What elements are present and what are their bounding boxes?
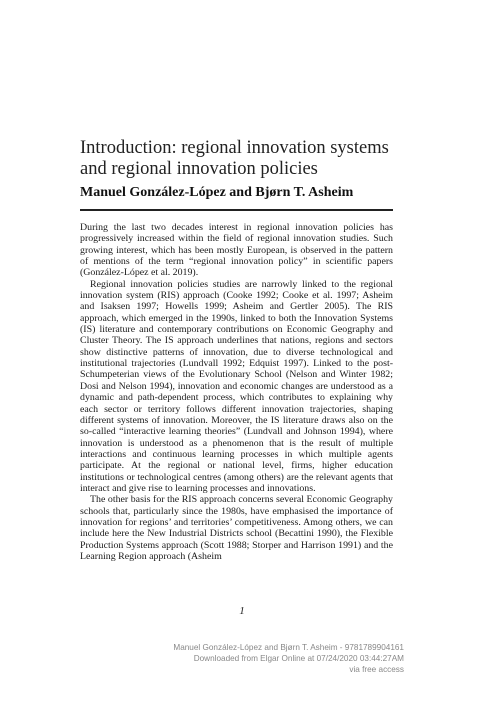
chapter-body [80, 222, 393, 562]
page-number: 1 [239, 605, 245, 617]
body-paragraph: During the last two decades interest in regional innovation policies has progressively increased within the field of regional innovation studies. Such growing interest, which has been mostly European, is observed in the pattern of mentions of the term “regional innovation policy” in scientific papers (González-López et al. 2019). [80, 222, 393, 279]
download-footer [104, 642, 404, 675]
chapter-title: Introduction: regional innovation systems and regional innovation policies [80, 138, 389, 179]
footer-citation: Manuel González-López and Bjørn T. Asheim - 9781789904161 [173, 643, 404, 652]
title-rule [80, 209, 393, 211]
footer-access-note: via free access [349, 665, 404, 674]
chapter-authors: Manuel González-López and Bjørn T. Asheim [80, 185, 354, 200]
body-paragraph: Regional innovation policies studies are narrowly linked to the regional innovation system (RIS) approach (Cooke 1992; Cooke et al. 1997; Asheim and Isaksen 1997; Howells 1999; Asheim and Gertler 2005). The RIS approach, which emerged in the 1990s, linked to both the Innovation Systems (IS) literature and contemporary contributions on Economic Geography and Cluster Theory. The IS approach underlines that nations, regions and sectors show distinctive patterns of innovation, due to diverse technological and institutional trajectories (Lundvall 1992; Edquist 1997). Linked to the post-Schumpeterian views of the Evolutionary School (Nelson and Winter 1982; Dosi and Nelson 1994), innovation and economic changes are understood as a dynamic and path-dependent process, which contributes to explaining why each sector or territory follows different innovation trajectories, shaping different systems of innovation. Moreover, the IS literature draws also on the so-called “interactive learning theories” (Lundvall and Johnson 1994), where innovation is understood as a phenomenon that is the result of multiple interactions and continuous learning processes in which multiple agents participate. At the regional or national level, firms, higher education institutions or technological centres (among others) are the relevant agents that interact and give rise to learning processes and innovations. [80, 278, 393, 494]
body-paragraph: The other basis for the RIS approach concerns several Economic Geography schools that, particularly since the 1980s, have emphasised the importance of innovation for regions’ and territories’ competitiveness. Among others, we can include here the New Industrial Districts school (Becattini 1990), the Flexible Production Systems approach (Scott 1988; Storper and Harrison 1991) and the Learning Region approach (Asheim [80, 494, 393, 562]
footer-download-info: Downloaded from Elgar Online at 07/24/2020 03:44:27AM [193, 654, 404, 663]
